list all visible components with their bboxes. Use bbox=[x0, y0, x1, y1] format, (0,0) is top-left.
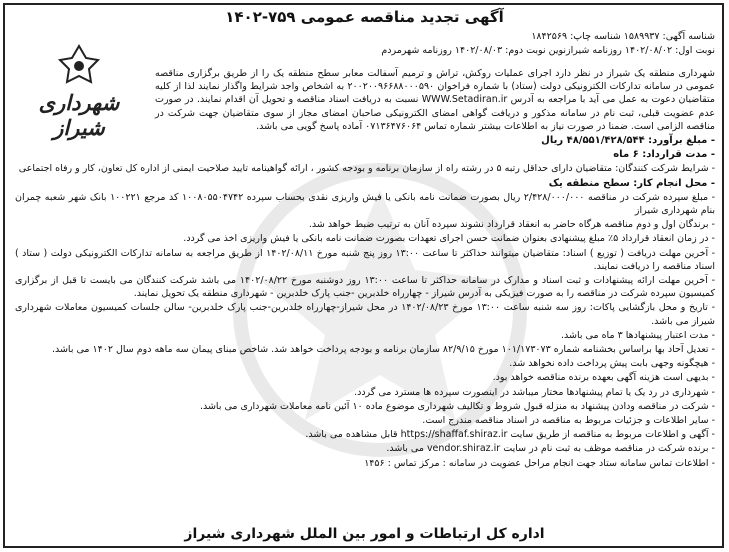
meta-ids: شناسه آگهی: ۱۵۸۹۹۳۷ شناسه چاپ: ۱۸۴۲۵۶۹ bbox=[531, 31, 715, 42]
deposit-amount: - مبلغ سپرده شرکت در مناقصه ۲/۴۲۸/۰۰۰/۰۰۰ ریال بصورت ضمانت نامه بانکی یا فیش واریزی نقدی بحساب سپرده ۱۰۰۸۰۵۵۰۴۷۴۲ کد مرجع ۱۰۰۲۲۱ بانک شهر شعبه چمران بنام شهرداری شیراز bbox=[15, 191, 715, 217]
submission-deadline: - آخرین مهلت ارائه پیشنهادات و ثبت اسناد و مدارک در سامانه حداکثر تا ساعت ۱۳:۰۰ روز دوشنبه مورخ ۱۴۰۲/۰۸/۲۲ می باشد شرکت کنندگان می بایست تا قبل از برگزاری کمیسیون سپرده شرکت در مناقصه را به صورت فیزیکی به آدرس شیراز - چهارراه خلدبرین -جنب پارک خلدبرین - شهرداری منطقه یک تحویل نمایند. bbox=[15, 275, 715, 300]
acceptance-clause: - شرکت در مناقصه ودادن پیشنهاد به منزله قبول شروط و تکالیف شهرداری موضوع ماده ۱۰ آئین نامه معاملات شهرداری می باشد. bbox=[199, 400, 715, 412]
vendor-registration: - برنده شرکت در مناقصه موظف به ثبت نام در سایت vendor.shiraz.ir می باشد. bbox=[386, 443, 715, 455]
ad-cost: - بدیهی است هزینه آگهی بعهده برنده مناقصه خواهد بود. bbox=[492, 372, 715, 384]
contact-center: - اطلاعات تماس سامانه ستاد جهت انجام مراحل عضویت در سامانه : مرکز تماس : ۱۴۵۶ bbox=[364, 457, 715, 469]
rejection-right: - شهرداری در رد یک یا تمام پیشنهادها مختار میباشد در اینصورت سپرده ها مسترد می گردد. bbox=[354, 386, 715, 398]
price-adjustment: - تعدیل آحاد بها براساس بخشنامه شماره ۱۰۱/۱۷۳۰۷۳ مورخ ۸۲/۹/۱۵ سازمان برنامه و بودجه پرداخت خواهد شد. شاخص مبنای پیمان سه ماهه دوم سال ۱۴۰۲ می باشد. bbox=[51, 344, 715, 356]
performance-guarantee: - در زمان انعقاد قرارداد ۵٪ مبلغ پیشنهادی بعنوان ضمانت حسن اجرای تعهدات بصورت ضمانت نامه بانکی یا فیش واریزی اخذ می گردد. bbox=[183, 233, 715, 245]
meta-dates: نوبت اول: ۱۴۰۲/۰۸/۰۲ روزنامه شیرازنوین نوبت دوم: ۱۴۰۲/۰۸/۰۳ روزنامه شهرمردم bbox=[381, 45, 715, 56]
opening-date: - تاریخ و محل بازگشایی پاکات: روز سه شنبه ساعت ۱۳:۰۰ مورخ ۱۴۰۲/۰۸/۲۳ در محل شیراز-چهارراه خلدبرین-جنب پارک خلدبرین- سالن جلسات کمیسیون معاملات شهرداری شیراز می باشد. bbox=[15, 302, 715, 327]
intro-paragraph: شهرداری منطقه یک شیراز در نظر دارد اجرای عملیات روکش، تراش و ترمیم آسفالت معابر سطح منطقه یک را از طریق برگزاری مناقصه عمومی در سامانه تدارکات الکترونیکی دولت (ستاد) با شماره فراخوان ۲۰۰۲۰۰۹۶۶۸۸۰۰۰۵۹۰ به اشخاص واجد شرایط واگذار نمایند لذا از کلیه متقاضیان دعوت به عمل می آید با مراجعه به آدرس WWW.Setadiran.ir نسبت به دریافت اسناد مناقصه و تحویل آن اقدام نمایند. در صورت عدم عضویت قبلی، ثبت نام در سامانه مذکور و دریافت گواهی امضای الکترونیکی صاحبان امضای مجاز از سوی متقاضیان جهت شرکت در مناقصه الزامی است. ضمنا در صورت نیاز به اطلاعات بیشتر شماره تماس ۰۷۱۳۶۴۷۶۰۶۴ آماده پاسخ گویی می باشد. bbox=[155, 68, 715, 132]
estimate-amount: - مبلغ برآورد: ۴۸/۵۵۱/۴۲۸/۵۴۴ ریال bbox=[541, 135, 715, 147]
transparency-site: - آگهی و اطلاعات مربوط به مناقصه از طریق سایت https://shaffaf.shiraz.ir قابل مشاهده می باشد. bbox=[305, 429, 715, 441]
bidder-conditions: - شرایط شرکت کنندگان: متقاضیان دارای حداقل رتبه ۵ در رشته راه از سازمان برنامه و بودجه کشور ، ارائه گواهینامه تایید صلاحیت ایمنی از اداره کل تعاون، کار و رفاه اجتماعی bbox=[18, 163, 715, 175]
work-location: - محل انجام کار: سطح منطقه یک bbox=[548, 177, 715, 189]
winners-clause: - برندگان اول و دوم مناقصه هرگاه حاضر به انعقاد قرارداد نشوند سپرده آنان به ترتیب ضبط خواهد شد. bbox=[308, 219, 715, 231]
validity-period: - مدت اعتبار پیشنهادها ۳ ماه می باشد. bbox=[561, 329, 715, 341]
ad-body bbox=[15, 67, 715, 471]
logo-text: شهرداری شیراز bbox=[38, 90, 120, 140]
document-deadline: - آخرین مهلت دریافت ( توزیع ) اسناد: متقاضیان میتوانند حداکثر تا ساعت ۱۳:۰۰ روز پنج شنبه مورخ ۱۴۰۲/۰۸/۱۱ از طریق مراجعه به سامانه تدارکات الکترونیکی دولت ( ستاد ) اسناد مناقصه را دریافت نمایند. bbox=[15, 247, 716, 272]
no-prepayment: - هیچگونه وجهی بابت پیش پرداخت داده نخواهد شد. bbox=[509, 358, 715, 370]
footer-department: اداره کل ارتباطات و امور بین الملل شهرداری شیراز bbox=[184, 526, 545, 542]
contract-duration: - مدت قرارداد: ۶ ماه bbox=[613, 149, 715, 161]
ad-title: آگهی تجدید مناقصه عمومی ۷۵۹-۱۴۰۲ bbox=[225, 8, 504, 26]
other-info: - سایر اطلاعات و جزئیات مربوط به مناقصه در اسناد مناقصه مندرج است. bbox=[422, 415, 715, 427]
